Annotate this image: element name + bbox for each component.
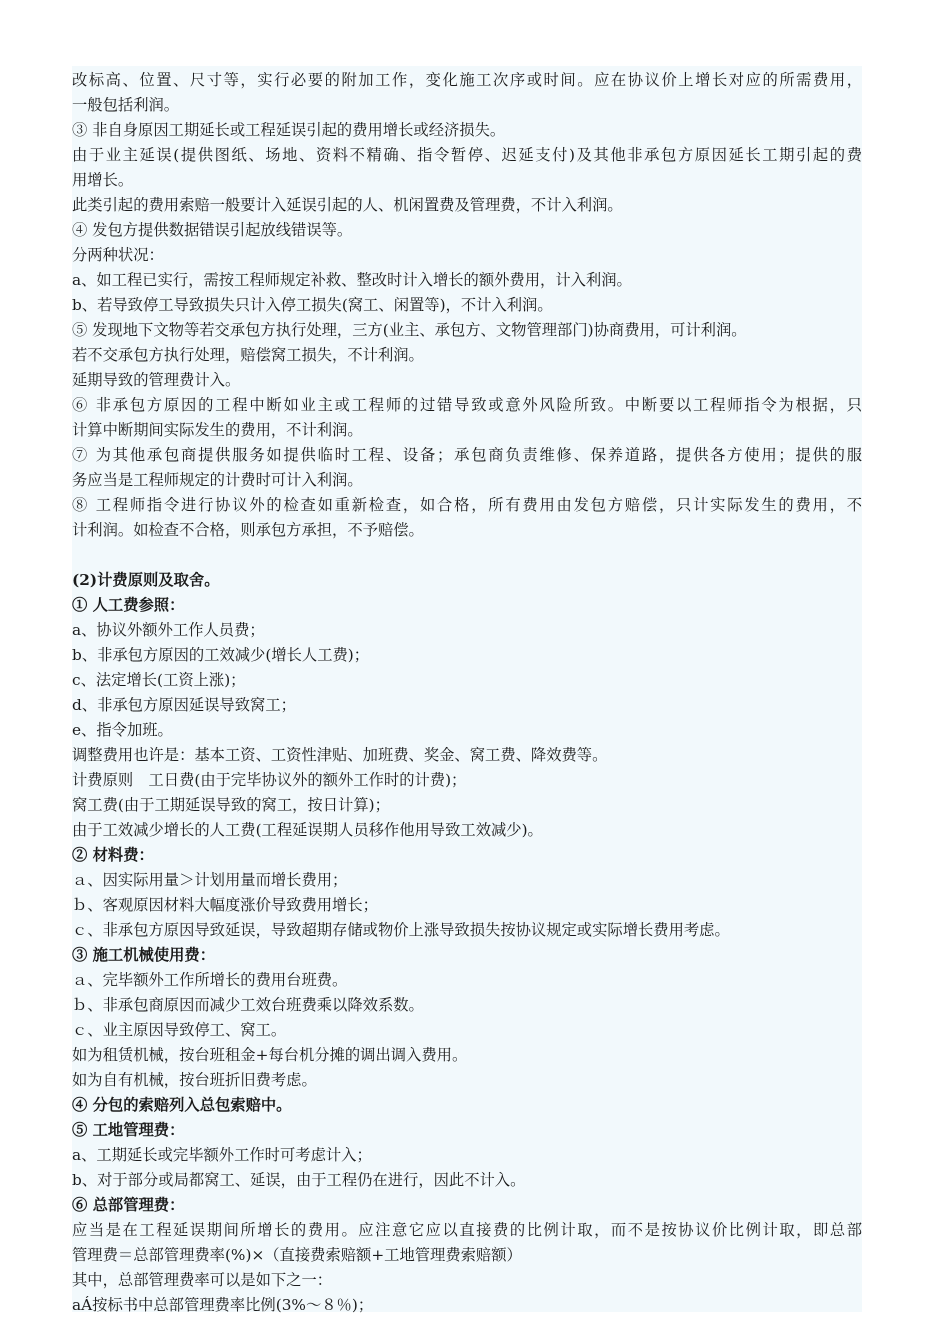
- list-item: ⑧ 工程师指令进行协议外的检查如重新检查，如合格，所有费用由发包方赔偿，只计实际发生的费用，不: [72, 496, 862, 514]
- list-item: ａ、因实际用量＞计划用量而增长费用；: [72, 871, 348, 889]
- subsection-heading: ⑤ 工地管理费：: [72, 1121, 185, 1139]
- list-item: ｃ、非承包方原因导致延误，导致超期存储或物价上涨导致损失按协议规定或实际增长费用考虑。: [72, 921, 730, 939]
- list-item: ③ 非自身原因工期延长或工程延误引起的费用增长或经济损失。: [72, 121, 506, 139]
- list-item: ④ 发包方提供数据错误引起放线错误等。: [72, 221, 353, 239]
- paragraph-line: 此类引起的费用索赔一般要计入延误引起的人、机闲置费及管理费，不计入利润。: [72, 196, 623, 214]
- list-item: ｂ、非承包商原因而减少工效台班费乘以降效系数。: [72, 996, 424, 1014]
- paragraph-line: 由于业主延误(提供图纸、场地、资料不精确、指令暂停、迟延支付)及其他非承包方原因延长工期引起的费: [72, 146, 862, 164]
- list-item: aÁ按标书中总部管理费率比例(3%～８％)；: [72, 1296, 374, 1314]
- paragraph-line: 务应当是工程师规定的计费时可计入利润。: [72, 471, 363, 489]
- paragraph-line: 如为自有机械，按台班折旧费考虑。: [72, 1071, 317, 1089]
- subsection-heading: ① 人工费参照：: [72, 596, 185, 614]
- subsection-heading: ④ 分包的索赔列入总包索赔中。: [72, 1096, 292, 1114]
- document-body: [72, 68, 862, 1318]
- list-item: d、非承包方原因延误导致窝工；: [72, 696, 296, 714]
- list-item: a、如工程已实行，需按工程师规定补救、整改时计入增长的额外费用，计入利润。: [72, 271, 632, 289]
- paragraph-line: 由于工效减少增长的人工费(工程延误期人员移作他用导致工效减少)。: [72, 821, 543, 839]
- paragraph-line: 延期导致的管理费计入。: [72, 371, 241, 389]
- paragraph-line: 改标高、位置、尺寸等，实行必要的附加工作，变化施工次序或时间。应在协议价上增长对应的所需费用，: [72, 71, 862, 89]
- list-item: c、法定增长(工资上涨)；: [72, 671, 246, 689]
- paragraph-line: 计费原则 工日费(由于完毕协议外的额外工作时的计费)；: [72, 771, 467, 789]
- paragraph-line: 窝工费(由于工期延误导致的窝工，按日计算)；: [72, 796, 390, 814]
- paragraph-line: 计利润。如检查不合格，则承包方承担，不予赔偿。: [72, 521, 424, 539]
- paragraph-line: 调整费用也许是：基本工资、工资性津贴、加班费、奖金、窝工费、降效费等。: [72, 746, 608, 764]
- paragraph-line: 计算中断期间实际发生的费用，不计利润。: [72, 421, 363, 439]
- list-item: ｃ、业主原因导致停工、窝工。: [72, 1021, 287, 1039]
- list-item: ⑥ 非承包方原因的工程中断如业主或工程师的过错导致或意外风险所致。中断要以工程师指令为根据，只: [72, 396, 862, 414]
- list-item: b、非承包方原因的工效减少(增长人工费)；: [72, 646, 370, 664]
- formula-line: 管理费＝总部管理费率(%)×（直接费索赔额+工地管理费索赔额）: [72, 1246, 522, 1264]
- paragraph-line: 若不交承包方执行处理，赔偿窝工损失，不计利润。: [72, 346, 424, 364]
- paragraph-line: 分两种状况：: [72, 246, 164, 264]
- list-item: b、对于部分或局都窝工、延误，由于工程仍在进行，因此不计入。: [72, 1171, 526, 1189]
- paragraph-line: 如为租赁机械，按台班租金+每台机分摊的调出调入费用。: [72, 1046, 468, 1064]
- list-item: ⑤ 发现地下文物等若交承包方执行处理，三方(业主、承包方、文物管理部门)协商费用，可计利润。: [72, 321, 747, 339]
- list-item: e、指令加班。: [72, 721, 173, 739]
- subsection-heading: ⑥ 总部管理费：: [72, 1196, 185, 1214]
- list-item: a、工期延长或完毕额外工作时可考虑计入；: [72, 1146, 372, 1164]
- list-item: ａ、完毕额外工作所增长的费用台班费。: [72, 971, 348, 989]
- section-heading: (2)计费原则及取舍。: [72, 571, 220, 589]
- document-page: [72, 66, 862, 1312]
- subsection-heading: ② 材料费：: [72, 846, 154, 864]
- blank-line: [72, 543, 862, 568]
- list-item: ⑦ 为其他承包商提供服务如提供临时工程、设备；承包商负责维修、保养道路，提供各方使用；提供的服: [72, 446, 862, 464]
- list-item: b、若导致停工导致损失只计入停工损失(窝工、闲置等)，不计入利润。: [72, 296, 553, 314]
- paragraph-line: 其中，总部管理费率可以是如下之一：: [72, 1271, 333, 1289]
- paragraph-line: 用增长。: [72, 171, 134, 189]
- list-item: a、协议外额外工作人员费；: [72, 621, 265, 639]
- subsection-heading: ③ 施工机械使用费：: [72, 946, 215, 964]
- list-item: ｂ、客观原因材料大幅度涨价导致费用增长；: [72, 896, 378, 914]
- paragraph-line: 应当是在工程延误期间所增长的费用。应注意它应以直接费的比例计取，而不是按协议价比例计取，即总部: [72, 1221, 862, 1239]
- paragraph-line: 一般包括利润。: [72, 96, 180, 114]
